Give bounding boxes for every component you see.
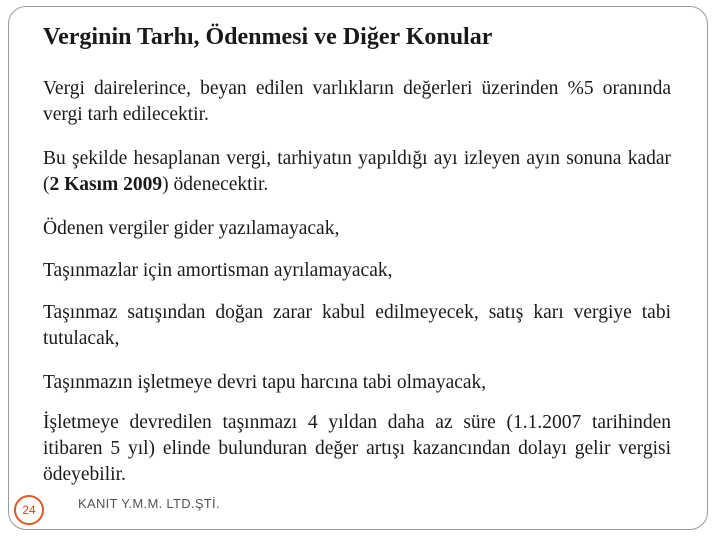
footer-company: KANIT Y.M.M. LTD.ŞTİ.	[78, 496, 220, 511]
slide-title: Verginin Tarhı, Ödenmesi ve Diğer Konular	[43, 24, 493, 50]
paragraph-expenses: Ödenen vergiler gider yazılamayacak,	[43, 218, 340, 239]
paragraph-title-deed-fee: Taşınmazın işletmeye devri tapu harcına tabi olmayacak,	[43, 372, 487, 393]
paragraph-income-tax: İşletmeye devredilen taşınmazı 4 yıldan daha az süre (1.1.2007 tarihinden itibaren 5 yıl) elinde bulunduran değer artışı kazancından dolayı gelir vergisi ödeyebilir.	[43, 412, 671, 485]
payment-text-after: ) ödenecektir.	[162, 174, 269, 195]
paragraph-sale-loss: Taşınmaz satışından doğan zarar kabul edilmeyecek, satış karı vergiye tabi tutulacak,	[43, 302, 671, 349]
page-number-badge: 24	[14, 495, 44, 525]
paragraph-tax-rate: Vergi dairelerince, beyan edilen varlıkların değerleri üzerinden %5 oranında vergi tarh edilecektir.	[43, 78, 671, 125]
payment-text-before: Bu şekilde hesaplanan vergi, tarhiyatın yapıldığı ayı izleyen ayın sonuna kadar (	[43, 148, 671, 195]
paragraph-payment-deadline	[43, 146, 671, 198]
paragraph-depreciation: Taşınmazlar için amortisman ayrılamayacak,	[43, 260, 393, 281]
payment-date: 2 Kasım 2009	[49, 174, 163, 195]
